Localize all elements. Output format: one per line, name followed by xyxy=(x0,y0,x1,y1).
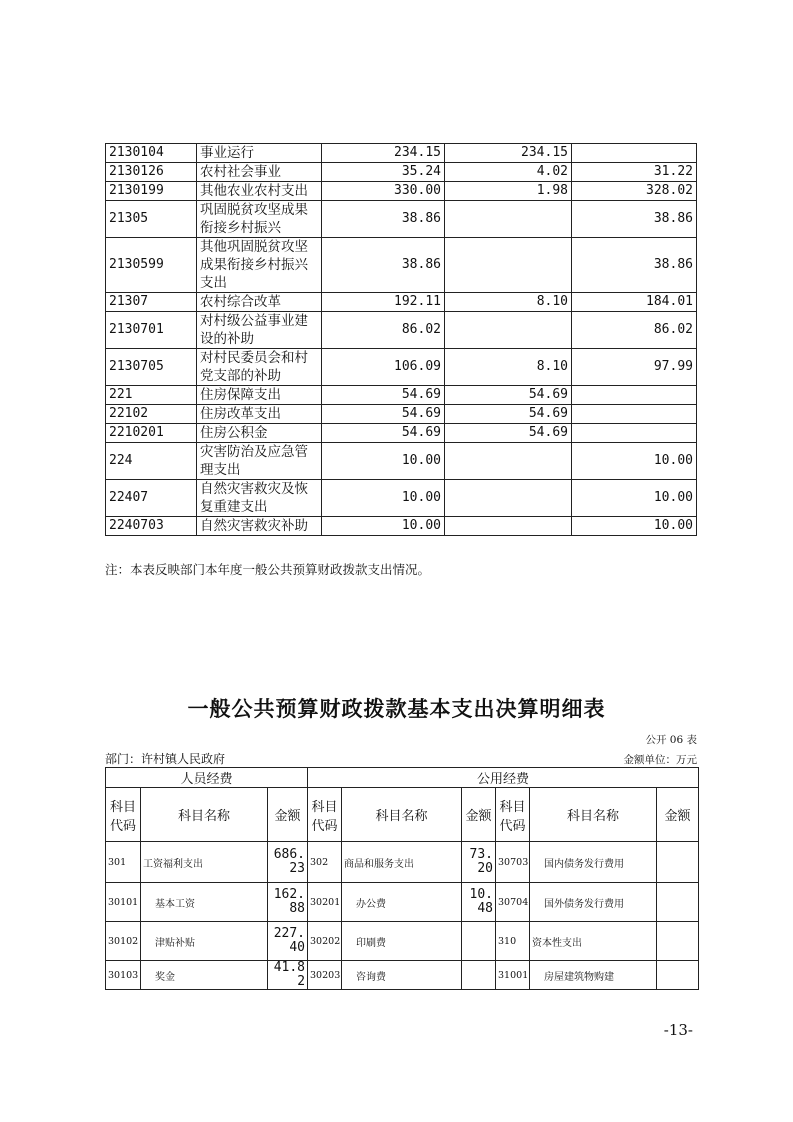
subject-code: 2130104 xyxy=(106,144,197,163)
subject-name: 资本性支出 xyxy=(530,922,657,961)
basic-amount xyxy=(445,238,572,293)
header-name: 科目名称 xyxy=(141,788,268,842)
header-code: 科目代码 xyxy=(308,788,342,842)
subject-name: 基本工资 xyxy=(141,883,268,922)
basic-amount xyxy=(445,480,572,517)
subject-code: 2130126 xyxy=(106,163,197,182)
subject-name: 对村级公益事业建设的补助 xyxy=(197,312,322,349)
table-row xyxy=(106,517,697,536)
basic-amount xyxy=(445,517,572,536)
total-amount: 10.00 xyxy=(322,517,445,536)
amount xyxy=(657,842,699,883)
table-row xyxy=(106,312,697,349)
total-amount: 35.24 xyxy=(322,163,445,182)
project-amount xyxy=(572,405,697,424)
subject-name: 房屋建筑物购建 xyxy=(530,961,657,990)
subject-code: 2210201 xyxy=(106,424,197,443)
basic-amount: 1.98 xyxy=(445,182,572,201)
basic-amount: 54.69 xyxy=(445,386,572,405)
total-amount: 330.00 xyxy=(322,182,445,201)
basic-amount: 8.10 xyxy=(445,293,572,312)
basic-amount xyxy=(445,443,572,480)
total-amount: 38.86 xyxy=(322,201,445,238)
subject-code: 21305 xyxy=(106,201,197,238)
total-amount: 54.69 xyxy=(322,405,445,424)
subject-name: 住房保障支出 xyxy=(197,386,322,405)
subject-name: 商品和服务支出 xyxy=(342,842,462,883)
table-row xyxy=(106,182,697,201)
table-row xyxy=(106,961,699,990)
project-amount: 86.02 xyxy=(572,312,697,349)
subject-name: 办公费 xyxy=(342,883,462,922)
project-amount: 10.00 xyxy=(572,443,697,480)
amount: 41.82 xyxy=(268,961,308,990)
subject-name: 工资福利支出 xyxy=(141,842,268,883)
subject-code: 2130599 xyxy=(106,238,197,293)
subject-name: 自然灾害救灾及恢复重建支出 xyxy=(197,480,322,517)
table-row xyxy=(106,883,699,922)
amount xyxy=(657,922,699,961)
basic-amount: 54.69 xyxy=(445,424,572,443)
table-row xyxy=(106,405,697,424)
table-row xyxy=(106,144,697,163)
header-code: 科目代码 xyxy=(496,788,530,842)
page-number: -13- xyxy=(663,1021,693,1039)
subject-code: 2130701 xyxy=(106,312,197,349)
subject-code: 30101 xyxy=(106,883,141,922)
basic-amount: 234.15 xyxy=(445,144,572,163)
header-name: 科目名称 xyxy=(530,788,657,842)
total-amount: 10.00 xyxy=(322,480,445,517)
subject-name: 其他巩固脱贫攻坚成果衔接乡村振兴支出 xyxy=(197,238,322,293)
total-amount: 86.02 xyxy=(322,312,445,349)
subject-code: 2130705 xyxy=(106,349,197,386)
subject-code: 30704 xyxy=(496,883,530,922)
header-amount: 金额 xyxy=(657,788,699,842)
table-row xyxy=(106,922,699,961)
unit-label: 金额单位：万元 xyxy=(623,754,697,766)
total-amount: 38.86 xyxy=(322,238,445,293)
subject-name: 国内债务发行费用 xyxy=(530,842,657,883)
subject-name: 住房改革支出 xyxy=(197,405,322,424)
subject-code: 2130199 xyxy=(106,182,197,201)
subject-name: 灾害防治及应急管理支出 xyxy=(197,443,322,480)
basic-expenditure-detail-table xyxy=(105,767,699,990)
subject-code: 302 xyxy=(308,842,342,883)
project-amount: 10.00 xyxy=(572,480,697,517)
subject-name: 巩固脱贫攻坚成果衔接乡村振兴 xyxy=(197,201,322,238)
amount: 10.48 xyxy=(462,883,496,922)
table-row xyxy=(106,842,699,883)
total-amount: 106.09 xyxy=(322,349,445,386)
subject-name: 农村综合改革 xyxy=(197,293,322,312)
total-amount: 10.00 xyxy=(322,443,445,480)
basic-amount: 54.69 xyxy=(445,405,572,424)
subject-code: 301 xyxy=(106,842,141,883)
subject-code: 30202 xyxy=(308,922,342,961)
subject-name: 对村民委员会和村党支部的补助 xyxy=(197,349,322,386)
basic-amount: 8.10 xyxy=(445,349,572,386)
project-amount: 10.00 xyxy=(572,517,697,536)
table-row xyxy=(106,386,697,405)
subject-name: 印刷费 xyxy=(342,922,462,961)
project-amount xyxy=(572,144,697,163)
subject-code: 2240703 xyxy=(106,517,197,536)
total-amount: 192.11 xyxy=(322,293,445,312)
basic-amount xyxy=(445,201,572,238)
expenditure-table xyxy=(105,143,697,536)
subject-code: 22102 xyxy=(106,405,197,424)
subject-name: 农村社会事业 xyxy=(197,163,322,182)
project-amount: 97.99 xyxy=(572,349,697,386)
subject-code: 21307 xyxy=(106,293,197,312)
subject-code: 221 xyxy=(106,386,197,405)
subject-code: 31001 xyxy=(496,961,530,990)
project-amount: 31.22 xyxy=(572,163,697,182)
subject-code: 30203 xyxy=(308,961,342,990)
subject-code: 224 xyxy=(106,443,197,480)
table-row xyxy=(106,293,697,312)
group-header-public: 公用经费 xyxy=(308,768,699,788)
header-amount: 金额 xyxy=(268,788,308,842)
basic-amount xyxy=(445,312,572,349)
subject-name: 咨询费 xyxy=(342,961,462,990)
total-amount: 54.69 xyxy=(322,386,445,405)
subject-name: 事业运行 xyxy=(197,144,322,163)
subject-code: 30703 xyxy=(496,842,530,883)
amount xyxy=(462,961,496,990)
subject-name: 住房公积金 xyxy=(197,424,322,443)
table-row xyxy=(106,201,697,238)
subject-code: 310 xyxy=(496,922,530,961)
project-amount xyxy=(572,386,697,405)
basic-amount: 4.02 xyxy=(445,163,572,182)
table-row xyxy=(106,238,697,293)
subject-code: 30103 xyxy=(106,961,141,990)
project-amount: 328.02 xyxy=(572,182,697,201)
table-row xyxy=(106,443,697,480)
table-row xyxy=(106,424,697,443)
page-title: 一般公共预算财政拨款基本支出决算明细表 xyxy=(187,697,606,721)
subject-name: 奖金 xyxy=(141,961,268,990)
department-label: 部门：许村镇人民政府 xyxy=(105,752,226,766)
form-number: 公开 06 表 xyxy=(645,734,697,746)
project-amount: 38.86 xyxy=(572,238,697,293)
table-row xyxy=(106,480,697,517)
amount: 227.40 xyxy=(268,922,308,961)
subject-name: 自然灾害救灾补助 xyxy=(197,517,322,536)
table-row xyxy=(106,163,697,182)
amount: 73.20 xyxy=(462,842,496,883)
project-amount: 38.86 xyxy=(572,201,697,238)
header-amount: 金额 xyxy=(462,788,496,842)
amount: 686.23 xyxy=(268,842,308,883)
subject-name: 其他农业农村支出 xyxy=(197,182,322,201)
total-amount: 54.69 xyxy=(322,424,445,443)
amount xyxy=(657,883,699,922)
header-code: 科目代码 xyxy=(106,788,141,842)
project-amount xyxy=(572,424,697,443)
amount xyxy=(462,922,496,961)
subject-code: 30102 xyxy=(106,922,141,961)
subject-name: 津贴补贴 xyxy=(141,922,268,961)
table-note: 注：本表反映部门本年度一般公共预算财政拨款支出情况。 xyxy=(105,562,431,577)
total-amount: 234.15 xyxy=(322,144,445,163)
group-header-personnel: 人员经费 xyxy=(106,768,308,788)
project-amount: 184.01 xyxy=(572,293,697,312)
amount xyxy=(657,961,699,990)
subject-code: 22407 xyxy=(106,480,197,517)
header-name: 科目名称 xyxy=(342,788,462,842)
table-row xyxy=(106,349,697,386)
subject-code: 30201 xyxy=(308,883,342,922)
subject-name: 国外债务发行费用 xyxy=(530,883,657,922)
amount: 162.88 xyxy=(268,883,308,922)
